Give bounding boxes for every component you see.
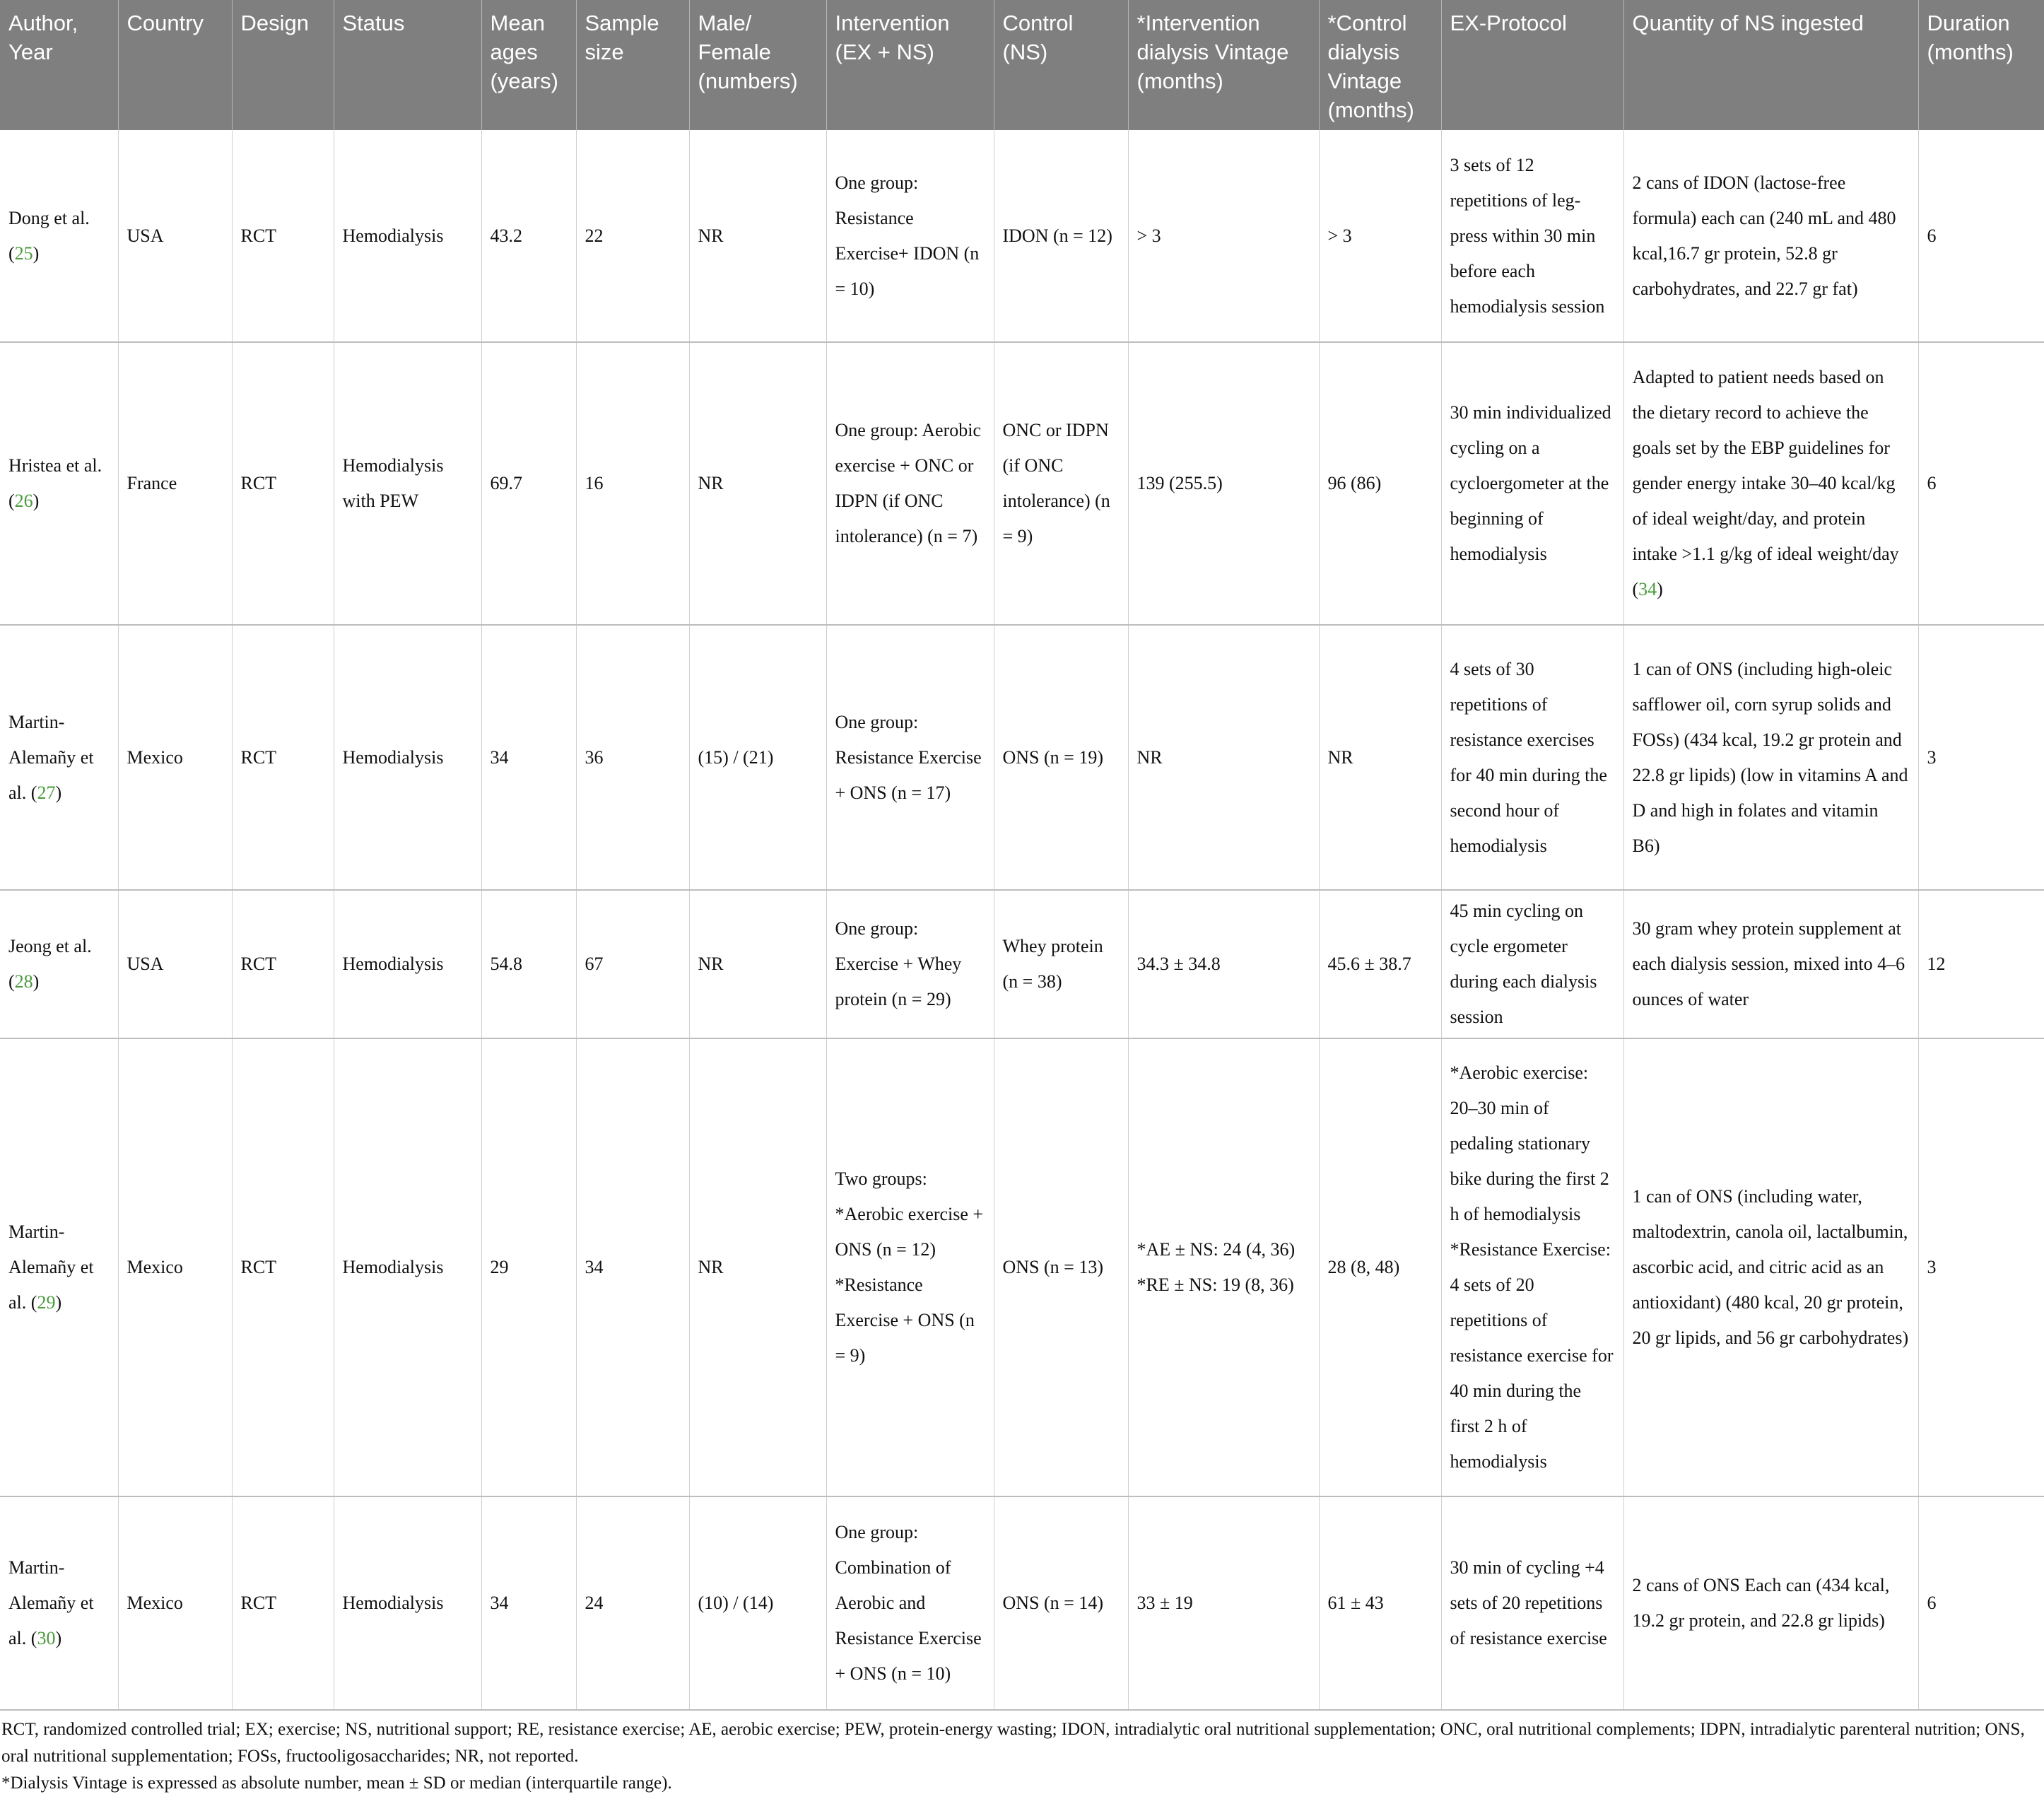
sample-size-cell: 16 — [576, 342, 689, 625]
author-name: Dong et al. — [8, 207, 90, 228]
reference-link[interactable]: 30 — [37, 1628, 56, 1648]
author-cell: Martin-Alemañy et al. (29) — [0, 1038, 118, 1496]
male-female-cell: NR — [689, 890, 826, 1038]
country-cell: Mexico — [118, 625, 232, 890]
intervention-cell: One group: Exercise + Whey protein (n = 29) — [826, 890, 994, 1038]
author-cell: Martin-Alemañy et al. (30) — [0, 1496, 118, 1710]
intervention-vintage-cell: > 3 — [1128, 130, 1319, 342]
author-name: Martin-Alemañy et al. — [8, 1557, 94, 1648]
column-header: Status — [334, 0, 481, 130]
ex-protocol-cell: 30 min of cycling +4 sets of 20 repetitions of resistance exercise — [1441, 1496, 1623, 1710]
ex-protocol-cell: 45 min cycling on cycle ergometer during each dialysis session — [1441, 890, 1623, 1038]
vintage-footnote: *Dialysis Vintage is expressed as absolute number, mean ± SD or median (interquartile range). — [1, 1774, 672, 1793]
author-cell: Martin-Alemañy et al. (27) — [0, 625, 118, 890]
country-cell: Mexico — [118, 1496, 232, 1710]
status-cell: Hemodialysis — [334, 625, 481, 890]
column-header: Duration (months) — [1918, 0, 2044, 130]
column-header: Author, Year — [0, 0, 118, 130]
design-cell: RCT — [232, 890, 334, 1038]
duration-cell: 12 — [1918, 890, 2044, 1038]
design-cell: RCT — [232, 1496, 334, 1710]
author-name: Martin-Alemañy et al. — [8, 711, 94, 803]
column-header: Control (NS) — [994, 0, 1128, 130]
sample-size-cell: 67 — [576, 890, 689, 1038]
abbreviations-footnote: RCT, randomized controlled trial; EX; exercise; NS, nutritional support; RE, resistance exercise; AE, aerobic exercise; PEW, protein-energy wasting; IDON, intradialytic oral nutritional supplementation; ONC, oral nutritional complements; IDPN, intradialytic parenteral nutrition; ONS, oral nutritional supplementation; FOSs, fructooligosaccharides; NR, not reported. — [1, 1720, 2025, 1766]
design-cell: RCT — [232, 130, 334, 342]
control-cell: ONS (n = 19) — [994, 625, 1128, 890]
sample-size-cell: 22 — [576, 130, 689, 342]
author-name: Jeong et al. — [8, 936, 92, 956]
table-row — [0, 890, 2044, 1038]
status-cell: Hemodialysis with PEW — [334, 342, 481, 625]
male-female-cell: (15) / (21) — [689, 625, 826, 890]
ex-protocol-cell: 3 sets of 12 repetitions of leg-press within 30 min before each hemodialysis session — [1441, 130, 1623, 342]
author-cell: Jeong et al. (28) — [0, 890, 118, 1038]
duration-cell: 3 — [1918, 625, 2044, 890]
intervention-cell: Two groups: *Aerobic exercise + ONS (n = 12) *Resistance Exercise + ONS (n = 9) — [826, 1038, 994, 1496]
mean-age-cell: 34 — [481, 625, 576, 890]
ns-quantity-text: 2 cans of IDON (lactose-free formula) each can (240 mL and 480 kcal,16.7 gr protein, 52.8 gr carbohydrates, and 22.7 gr fat) — [1632, 172, 1896, 299]
ns-quantity-cell — [1623, 342, 1918, 625]
author-cell: Dong et al. (25) — [0, 130, 118, 342]
intervention-cell: One group: Resistance Exercise+ IDON (n = 10) — [826, 130, 994, 342]
column-header: Mean ages (years) — [481, 0, 576, 130]
column-header: Male/ Female (numbers) — [689, 0, 826, 130]
intervention-cell: One group: Resistance Exercise + ONS (n = 17) — [826, 625, 994, 890]
control-cell: ONS (n = 13) — [994, 1038, 1128, 1496]
control-cell: ONC or IDPN (if ONC intolerance) (n = 9) — [994, 342, 1128, 625]
ns-quantity-text: 2 cans of ONS Each can (434 kcal, 19.2 gr protein, and 22.8 gr lipids) — [1632, 1575, 1890, 1631]
ex-protocol-cell: 4 sets of 30 repetitions of resistance exercises for 40 min during the second hour of hemodialysis — [1441, 625, 1623, 890]
author-cell: Hristea et al. (26) — [0, 342, 118, 625]
intervention-vintage-cell: 34.3 ± 34.8 — [1128, 890, 1319, 1038]
country-cell: USA — [118, 130, 232, 342]
table-row — [0, 130, 2044, 342]
mean-age-cell: 43.2 — [481, 130, 576, 342]
mean-age-cell: 29 — [481, 1038, 576, 1496]
mean-age-cell: 34 — [481, 1496, 576, 1710]
duration-cell: 6 — [1918, 1496, 2044, 1710]
author-name: Martin-Alemañy et al. — [8, 1221, 94, 1313]
sample-size-cell: 24 — [576, 1496, 689, 1710]
male-female-cell: NR — [689, 342, 826, 625]
status-cell: Hemodialysis — [334, 1496, 481, 1710]
control-vintage-cell: > 3 — [1319, 130, 1441, 342]
duration-cell: 3 — [1918, 1038, 2044, 1496]
status-cell: Hemodialysis — [334, 130, 481, 342]
mean-age-cell: 69.7 — [481, 342, 576, 625]
column-header: Sample size — [576, 0, 689, 130]
column-header: *Control dialysis Vintage (months) — [1319, 0, 1441, 130]
header-row — [0, 0, 2044, 130]
status-cell: Hemodialysis — [334, 890, 481, 1038]
control-vintage-cell: 61 ± 43 — [1319, 1496, 1441, 1710]
ex-protocol-cell: *Aerobic exercise: 20–30 min of pedaling stationary bike during the first 2 h of hemodialysis *Resistance Exercise: 4 sets of 20 repetitions of resistance exercise for 40 min during the first 2 h of hemodialysis — [1441, 1038, 1623, 1496]
table-row — [0, 1496, 2044, 1710]
mean-age-cell: 54.8 — [481, 890, 576, 1038]
ns-quantity-cell — [1623, 130, 1918, 342]
reference-link[interactable]: 26 — [14, 491, 33, 511]
ns-quantity-cell — [1623, 1496, 1918, 1710]
ns-quantity-cell — [1623, 890, 1918, 1038]
control-vintage-cell: 96 (86) — [1319, 342, 1441, 625]
status-cell: Hemodialysis — [334, 1038, 481, 1496]
intervention-vintage-cell: 139 (255.5) — [1128, 342, 1319, 625]
column-header: Design — [232, 0, 334, 130]
column-header: Quantity of NS ingested — [1623, 0, 1918, 130]
intervention-vintage-cell: 33 ± 19 — [1128, 1496, 1319, 1710]
intervention-cell: One group: Combination of Aerobic and Resistance Exercise + ONS (n = 10) — [826, 1496, 994, 1710]
control-vintage-cell: NR — [1319, 625, 1441, 890]
table-row — [0, 342, 2044, 625]
duration-cell: 6 — [1918, 130, 2044, 342]
control-cell: Whey protein (n = 38) — [994, 890, 1128, 1038]
intervention-vintage-cell: *AE ± NS: 24 (4, 36) *RE ± NS: 19 (8, 36) — [1128, 1038, 1319, 1496]
male-female-cell: NR — [689, 1038, 826, 1496]
design-cell: RCT — [232, 342, 334, 625]
reference-link[interactable]: 25 — [14, 242, 33, 264]
intervention-vintage-cell: NR — [1128, 625, 1319, 890]
ns-quantity-cell — [1623, 1038, 1918, 1496]
table-body — [0, 130, 2044, 1710]
duration-cell: 6 — [1918, 342, 2044, 625]
reference-link[interactable]: 27 — [37, 782, 56, 803]
country-cell: Mexico — [118, 1038, 232, 1496]
ex-protocol-cell: 30 min individualized cycling on a cycloergometer at the beginning of hemodialysis — [1441, 342, 1623, 625]
country-cell: USA — [118, 890, 232, 1038]
male-female-cell: (10) / (14) — [689, 1496, 826, 1710]
design-cell: RCT — [232, 1038, 334, 1496]
ns-quantity-tail: ) — [1657, 579, 1663, 599]
ns-quantity-text: 30 gram whey protein supplement at each dialysis session, mixed into 4–6 ounces of water — [1632, 918, 1905, 1009]
author-name: Hristea et al. — [8, 455, 102, 476]
column-header: Intervention (EX + NS) — [826, 0, 994, 130]
table-header — [0, 0, 2044, 130]
control-cell: IDON (n = 12) — [994, 130, 1128, 342]
table-row — [0, 625, 2044, 890]
sample-size-cell: 36 — [576, 625, 689, 890]
design-cell: RCT — [232, 625, 334, 890]
male-female-cell: NR — [689, 130, 826, 342]
intervention-cell: One group: Aerobic exercise + ONC or IDPN (if ONC intolerance) (n = 7) — [826, 342, 994, 625]
ns-quantity-text: Adapted to patient needs based on the dietary record to achieve the goals set by the EBP guidelines for gender energy intake 30–40 kcal/kg of ideal weight/day, and protein intake >1.1 g/kg of ideal weight/day ( — [1632, 367, 1899, 599]
reference-link[interactable]: 28 — [14, 971, 33, 992]
column-header: *Intervention dialysis Vintage (months) — [1128, 0, 1319, 130]
control-vintage-cell: 28 (8, 48) — [1319, 1038, 1441, 1496]
country-cell: France — [118, 342, 232, 625]
table-row — [0, 1038, 2044, 1496]
ns-quantity-cell — [1623, 625, 1918, 890]
sample-size-cell: 34 — [576, 1038, 689, 1496]
ns-quantity-text: 1 can of ONS (including high-oleic safflower oil, corn syrup solids and FOSs) (434 kcal, 19.2 gr protein and 22.8 gr lipids) (low in vitamins A and D and high in folates and vitamin B6) — [1632, 658, 1908, 856]
column-header: EX-Protocol — [1441, 0, 1623, 130]
column-header: Country — [118, 0, 232, 130]
control-cell: ONS (n = 14) — [994, 1496, 1128, 1710]
control-vintage-cell: 45.6 ± 38.7 — [1319, 890, 1441, 1038]
table-footnotes — [0, 1711, 2044, 1797]
ns-quantity-text: 1 can of ONS (including water, maltodextrin, canola oil, lactalbumin, ascorbic acid, and citric acid as an antioxidant) (480 kcal, 20 gr protein, 20 gr lipids, and 56 gr carbohydrates) — [1632, 1186, 1909, 1348]
reference-link[interactable]: 34 — [1638, 579, 1657, 599]
reference-link[interactable]: 29 — [37, 1292, 56, 1313]
